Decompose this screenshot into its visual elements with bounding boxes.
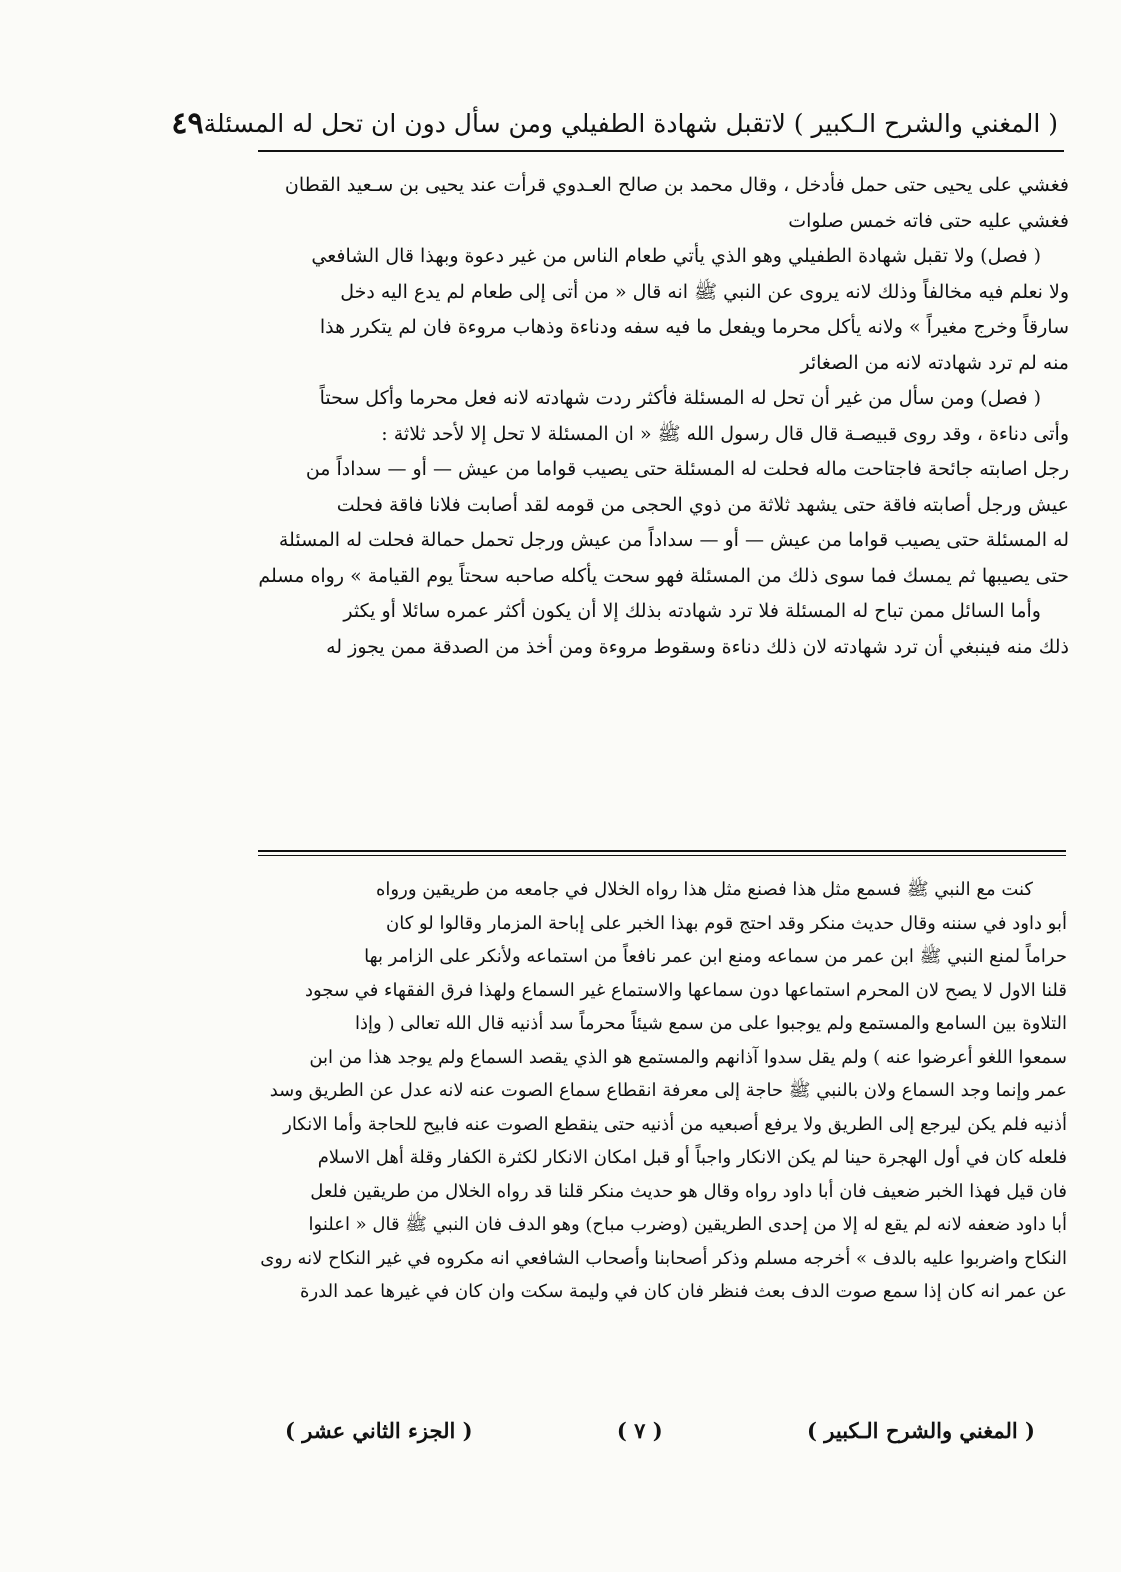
footer-signature: ( ٧ ) bbox=[616, 1417, 663, 1443]
text-line: ولا نعلم فيه مخالفاً وذلك لانه يروى عن النبي ﷺ انه قال « من أتى إلى طعام لم يدع اليه دخل bbox=[340, 280, 1069, 303]
footer-volume: ( الجزء الثاني عشر ) bbox=[285, 1417, 473, 1443]
note-line: عمر وإنما وجد السماع ولان بالنبي ﷺ حاجة إلى معرفة انقطاع سماع الصوت عنه لانه عدل عن الطريق وسد bbox=[269, 1080, 1067, 1101]
commentary-text bbox=[258, 873, 1067, 1433]
note-line: كنت مع النبي ﷺ فسمع مثل هذا فصنع مثل هذا رواه الخلال في جامعه من طريقين ورواه bbox=[376, 879, 1033, 900]
note-line: أذنيه فلم يكن ليرجع إلى الطريق ولا يرفع أصبعيه من أذنيه حتى ينقطع الصوت عنه فابيح للحاجة وأما الانكار bbox=[283, 1113, 1067, 1135]
text-line: له المسئلة حتى يصيب قواما من عيش — أو — سداداً من عيش ورجل تحمل حمالة فحلت له المسئلة bbox=[278, 529, 1069, 551]
text-line: منه لم ترد شهادته لانه من الصغائر bbox=[800, 351, 1069, 374]
page-header bbox=[171, 100, 1058, 146]
header-rule bbox=[258, 150, 1064, 152]
text-line: ( فصل) ومن سأل من غير أن تحل له المسئلة فأكثر ردت شهادته لانه فعل محرما وأكل سحتاً bbox=[319, 387, 1041, 409]
note-line: سمعوا اللغو أعرضوا عنه ) ولم يقل سدوا آذانهم والمستمع هو الذي يقصد السماع ولم يوجد هذا من ابن bbox=[309, 1046, 1067, 1068]
note-line: أبو داود في سننه وقال حديث منكر وقد احتج قوم بهذا الخبر على إباحة المزمار وقالوا لو كان bbox=[385, 912, 1067, 934]
text-line: ذلك منه فينبغي أن ترد شهادته لان ذلك دناءة وسقوط مروءة ومن أخذ من الصدقة ممن يجوز له bbox=[326, 635, 1069, 658]
page-number: ٤٩ bbox=[171, 105, 204, 141]
note-line: عن عمر انه كان إذا سمع صوت الدف بعث فنظر فان كان في وليمة سكت وان كان في غيرها عمد الدرة bbox=[300, 1281, 1067, 1302]
note-line: النكاح واضربوا عليه بالدف » أخرجه مسلم وذكر أصحابنا وأصحاب الشافعي انه مكروه في غير النكاح لانه روى bbox=[260, 1247, 1067, 1269]
footer-book-title: ( المغني والشرح الـكبير ) bbox=[807, 1417, 1035, 1443]
note-line: قلنا الاول لا يصح لان المحرم استماعها دون سماعها والاستماع غير السماع ولهذا فرق الفقهاء في سجود bbox=[304, 979, 1067, 1001]
running-title: ( المغني والشرح الـكبير ) لاتقبل شهادة الطفيلي ومن سأل دون ان تحل له المسئلة bbox=[203, 108, 1058, 138]
text-line: فغشي عليه حتى فاته خمس صلوات bbox=[788, 209, 1069, 232]
page-footer bbox=[285, 1410, 1035, 1450]
note-line: فان قيل فهذا الخبر ضعيف فان أبا داود رواه وقال هو حديث منكر قلنا قد رواه الخلال من طريقين فلعل bbox=[310, 1180, 1067, 1202]
note-line: فلعله كان في أول الهجرة حينا لم يكن الانكار واجباً أو قبل امكان الانكار لكثرة الكفار وقلة أهل الاسلام bbox=[317, 1147, 1067, 1168]
text-line: رجل اصابته جائحة فاجتاحت ماله فحلت له المسئلة حتى يصيب قواما من عيش — أو — سداداً من bbox=[305, 458, 1069, 480]
footnote-divider bbox=[258, 850, 1066, 856]
note-line: حراماً لمنع النبي ﷺ ابن عمر من سماعه ومنع ابن عمر نافعاً من استماعه ولأنكر على الزامر بها bbox=[364, 946, 1067, 967]
text-line: فغشي على يحيى حتى حمل فأدخل ، وقال محمد بن صالح العـدوي قرأت عند يحيى بن سـعيد القطان bbox=[284, 174, 1069, 196]
note-line: أبا داود ضعفه لانه لم يقع له إلا من إحدى الطريقين (وضرب مباح) وهو الدف فان النبي ﷺ قال « اعلنوا bbox=[308, 1214, 1067, 1235]
text-line: وأما السائل ممن تباح له المسئلة فلا ترد شهادته بذلك إلا أن يكون أكثر عمره سائلا أو يكثر bbox=[343, 600, 1041, 622]
text-line: ( فصل) ولا تقبل شهادة الطفيلي وهو الذي يأتي طعام الناس من غير دعوة وبهذا قال الشافعي bbox=[311, 245, 1041, 267]
text-line: سارقاً وخرج مغيراً » ولانه يأكل محرما ويفعل ما فيه سفه ودناءة وذهاب مروءة فان لم يتكرر هذا bbox=[319, 316, 1069, 338]
note-line: التلاوة بين السامع والمستمع ولم يوجبوا على من سمع شيئاً محرماً سد أذنيه قال الله تعالى ( وإذا bbox=[355, 1013, 1067, 1034]
text-line: حتى يصيبها ثم يمسك فما سوى ذلك من المسئلة فهو سحت يأكله صاحبه سحتاً يوم القيامة » رواه مسلم bbox=[258, 564, 1069, 587]
text-line: وأتى دناءة ، وقد روى قبيصـة قال قال رسول الله ﷺ « ان المسئلة لا تحل إلا لأحد ثلاثة : bbox=[381, 422, 1069, 445]
main-text bbox=[255, 168, 1069, 843]
text-line: عيش ورجل أصابته فاقة حتى يشهد ثلاثة من ذوي الحجى من قومه لقد أصابت فلانا فاقة فحلت bbox=[336, 493, 1069, 516]
